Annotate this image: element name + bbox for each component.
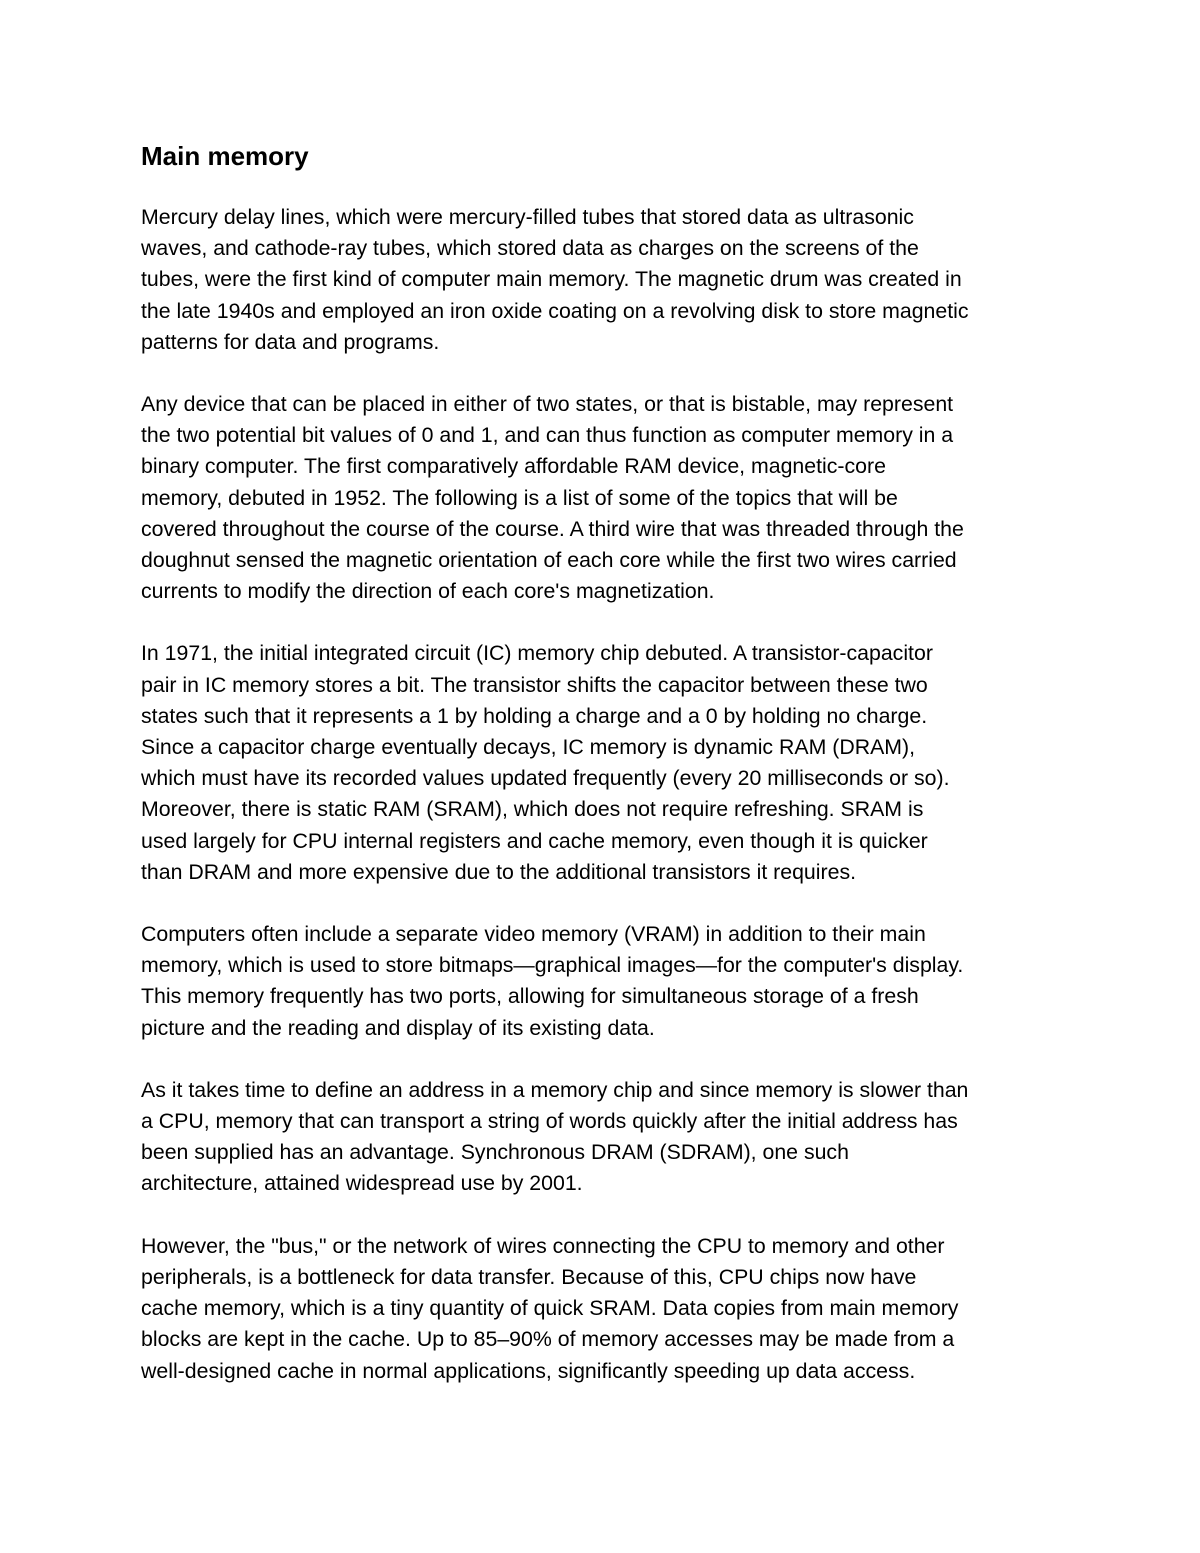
text-line: tubes, were the first kind of computer main memory. The magnetic drum was created in bbox=[141, 267, 962, 292]
text-line: Computers often include a separate video memory (VRAM) in addition to their main bbox=[141, 922, 926, 947]
text-line: used largely for CPU internal registers and cache memory, even though it is quicker bbox=[141, 828, 928, 853]
paragraph-sdram bbox=[141, 1075, 1071, 1200]
document-page bbox=[141, 138, 1071, 1418]
paragraph-video-memory bbox=[141, 919, 1071, 1044]
text-line: cache memory, which is a tiny quantity of quick SRAM. Data copies from main memory bbox=[141, 1296, 959, 1321]
document-title: Main memory bbox=[141, 141, 309, 171]
text-line: doughnut sensed the magnetic orientation of each core while the first two wires carried bbox=[141, 548, 957, 573]
paragraph-cache-memory bbox=[141, 1231, 1071, 1387]
text-line: Any device that can be placed in either of two states, or that is bistable, may represent bbox=[141, 392, 954, 417]
text-line: than DRAM and more expensive due to the additional transistors it requires. bbox=[141, 859, 857, 884]
paragraph-bistable-devices bbox=[141, 389, 1071, 607]
text-line: binary computer. The first comparatively affordable RAM device, magnetic-core bbox=[141, 454, 886, 479]
text-line: Mercury delay lines, which were mercury-filled tubes that stored data as ultrasonic bbox=[141, 205, 914, 229]
text-line: a CPU, memory that can transport a string of words quickly after the initial address has bbox=[141, 1109, 958, 1134]
text-line: Moreover, there is static RAM (SRAM), which does not require refreshing. SRAM is bbox=[141, 797, 924, 822]
text-line: patterns for data and programs. bbox=[141, 329, 440, 354]
paragraph-main-memory-history bbox=[141, 202, 1071, 358]
text-line: memory, debuted in 1952. The following is a list of some of the topics that will be bbox=[141, 485, 898, 510]
text-line: which must have its recorded values updated frequently (every 20 milliseconds or so). bbox=[141, 766, 950, 791]
text-line: been supplied has an advantage. Synchronous DRAM (SDRAM), one such bbox=[141, 1140, 849, 1165]
text-line: currents to modify the direction of each core's magnetization. bbox=[141, 579, 715, 604]
text-line: This memory frequently has two ports, allowing for simultaneous storage of a fresh bbox=[141, 984, 919, 1009]
text-line: architecture, attained widespread use by 2001. bbox=[141, 1171, 583, 1196]
text-line: pair in IC memory stores a bit. The transistor shifts the capacitor between these two bbox=[141, 672, 928, 697]
text-line: waves, and cathode-ray tubes, which stored data as charges on the screens of the bbox=[141, 236, 919, 261]
text-line: well-designed cache in normal applications, significantly speeding up data access. bbox=[141, 1358, 916, 1383]
paragraph-ic-memory bbox=[141, 638, 1071, 888]
text-line: Since a capacitor charge eventually decays, IC memory is dynamic RAM (DRAM), bbox=[141, 735, 916, 760]
text-line: However, the "bus," or the network of wires connecting the CPU to memory and other bbox=[141, 1233, 945, 1258]
text-line: blocks are kept in the cache. Up to 85–90% of memory accesses may be made from a bbox=[141, 1327, 955, 1352]
text-line: memory, which is used to store bitmaps—graphical images—for the computer's display. bbox=[141, 953, 964, 978]
text-line: In 1971, the initial integrated circuit (IC) memory chip debuted. A transistor-capacitor bbox=[141, 641, 933, 666]
text-line: peripherals, is a bottleneck for data transfer. Because of this, CPU chips now have bbox=[141, 1264, 917, 1289]
text-line: the late 1940s and employed an iron oxide coating on a revolving disk to store magnetic bbox=[141, 298, 969, 323]
text-line: covered throughout the course of the course. A third wire that was threaded through the bbox=[141, 516, 964, 541]
text-line: the two potential bit values of 0 and 1, and can thus function as computer memory in a bbox=[141, 423, 954, 448]
text-line: As it takes time to define an address in a memory chip and since memory is slower than bbox=[141, 1077, 969, 1102]
text-line: states such that it represents a 1 by holding a charge and a 0 by holding no charge. bbox=[141, 703, 928, 728]
text-line: picture and the reading and display of its existing data. bbox=[141, 1015, 655, 1040]
